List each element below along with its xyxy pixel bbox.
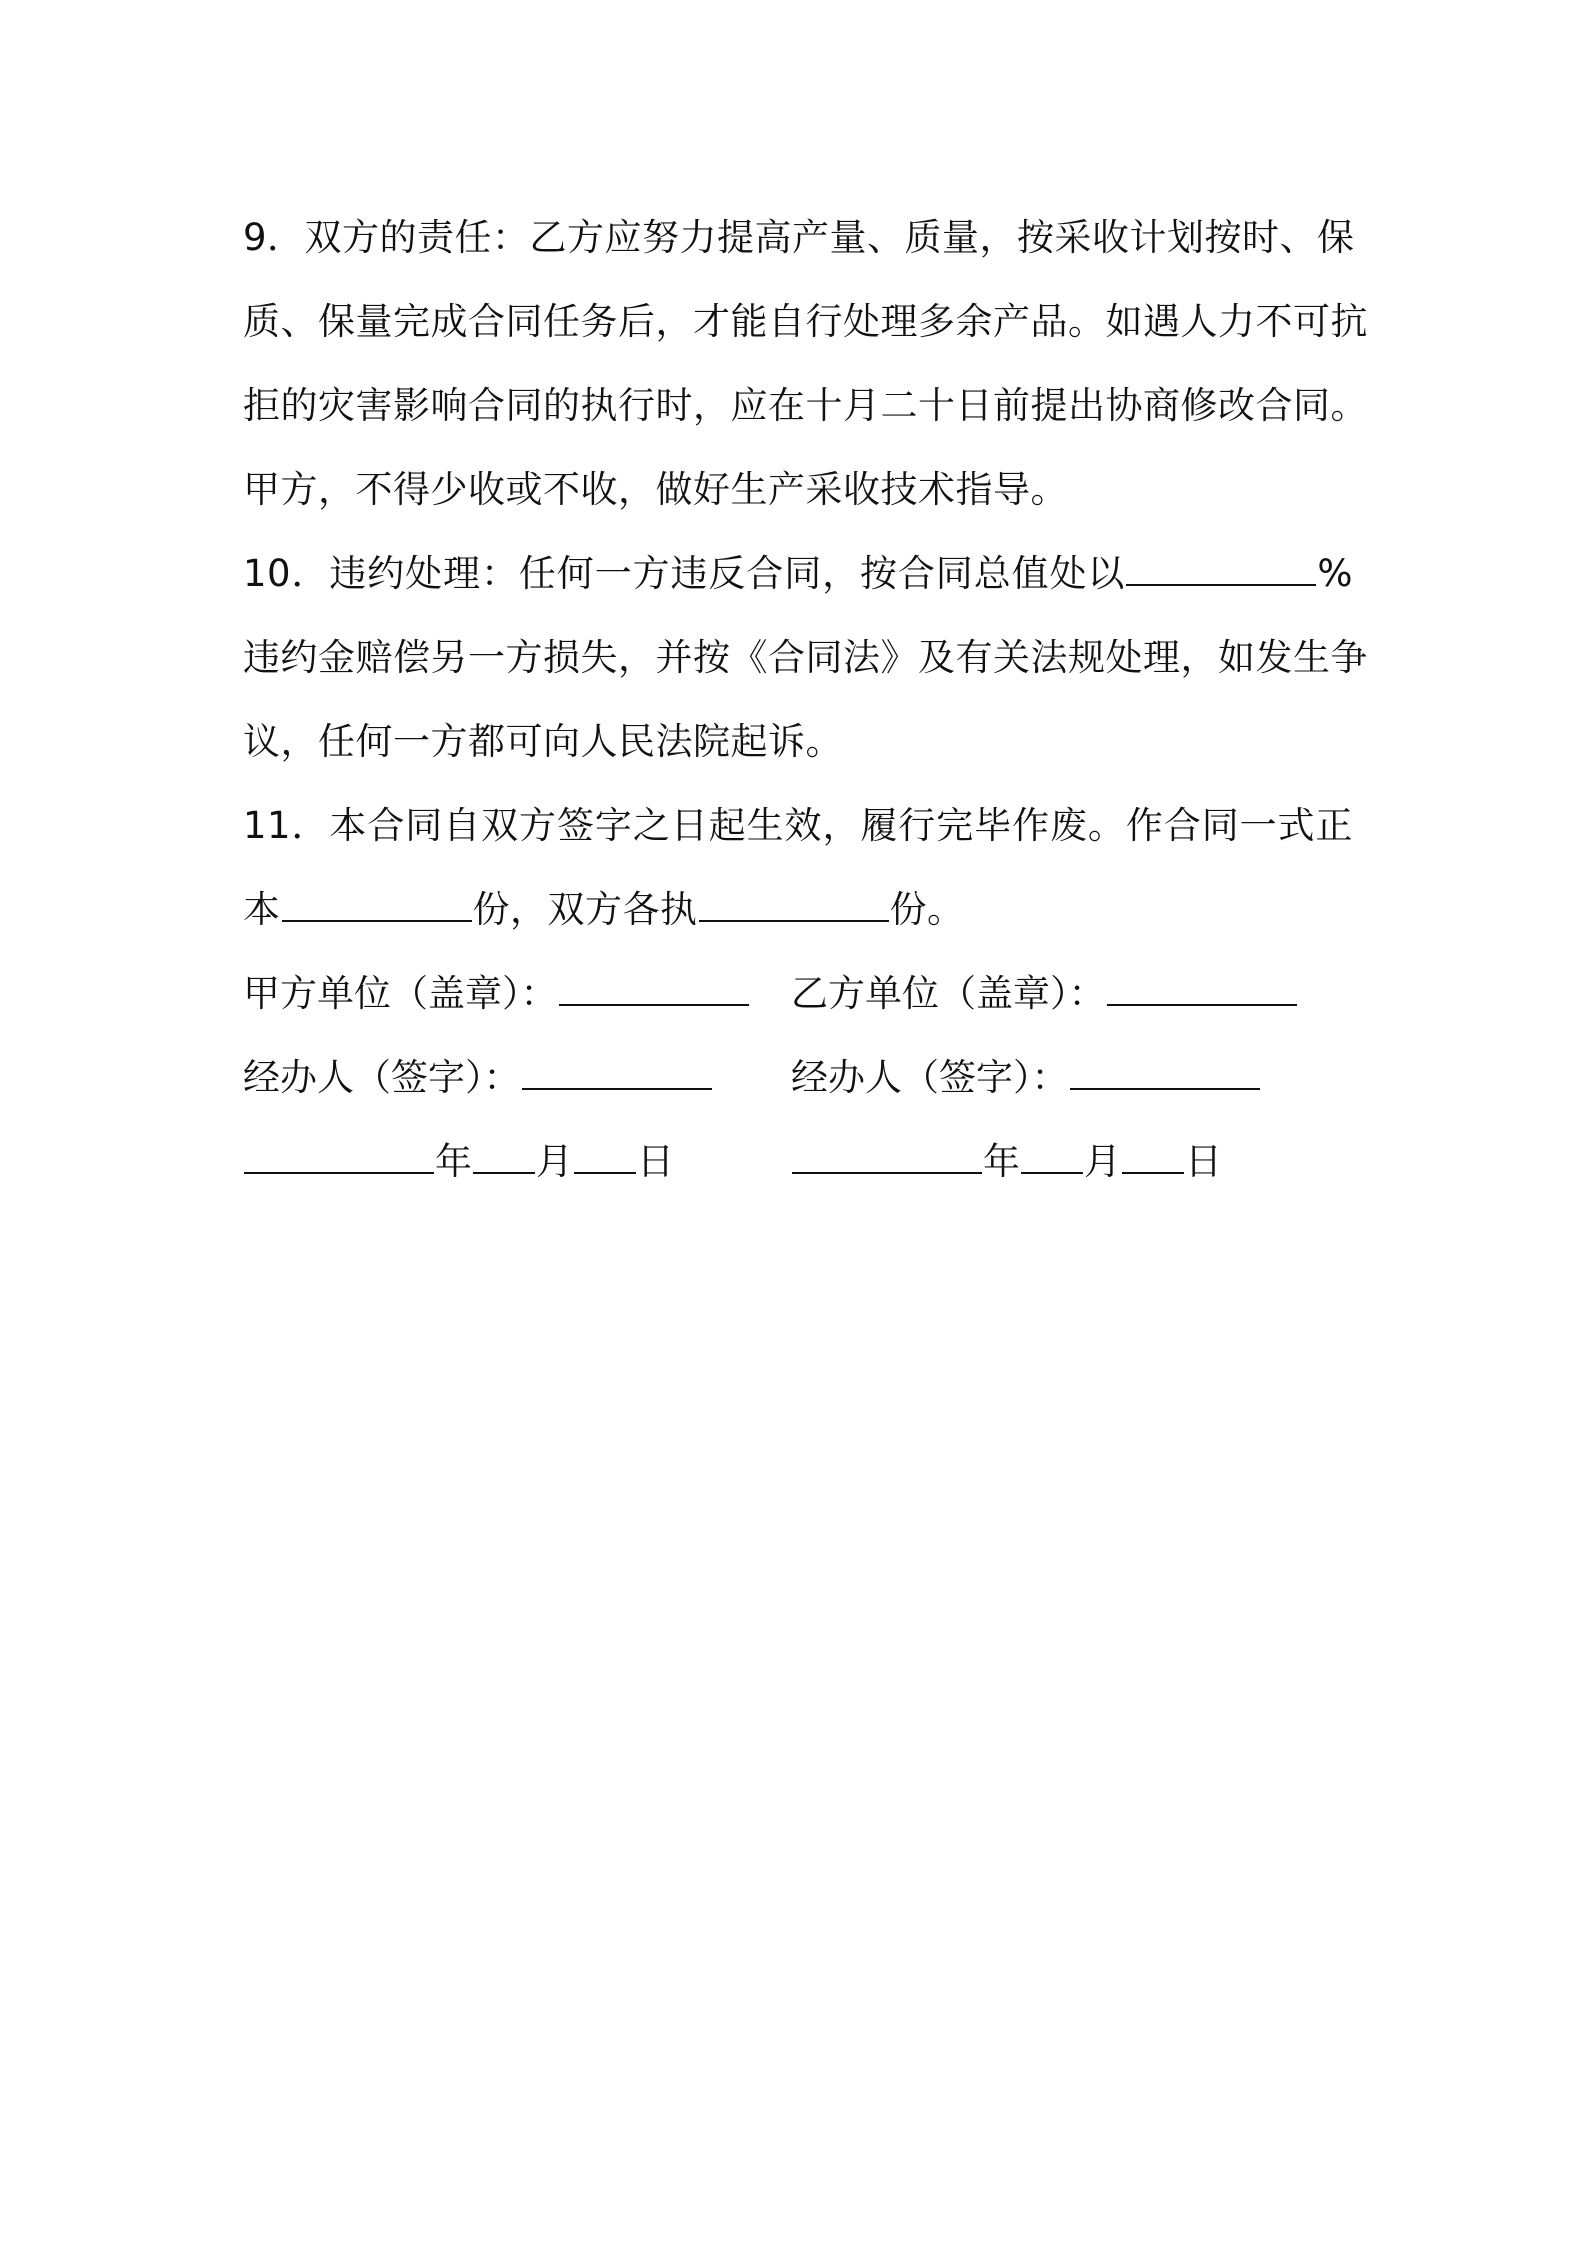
clause-11-mid: 份，双方各执 xyxy=(472,888,698,931)
date-b-day-blank[interactable] xyxy=(1122,1142,1184,1174)
date-b-month-label: 月 xyxy=(1084,1140,1121,1183)
party-a-unit-label: 甲方单位（盖章）： xyxy=(243,972,558,1015)
party-a-unit-blank[interactable] xyxy=(559,974,749,1006)
agent-b xyxy=(791,1036,1261,1120)
date-a-month-blank[interactable] xyxy=(473,1142,535,1174)
date-a-month-label: 月 xyxy=(536,1140,573,1183)
signature-row-agent xyxy=(243,1036,1353,1120)
date-b xyxy=(791,1120,1222,1204)
clause-10-line-1-text: 10．违约处理：任何一方违反合同，按合同总值处以 xyxy=(243,552,1126,595)
date-a-year-label: 年 xyxy=(435,1140,472,1183)
clause-9-line-3: 拒的灾害影响合同的执行时，应在十月二十日前提出协商修改合同。 xyxy=(243,384,1368,427)
clause-11-line-2 xyxy=(243,868,1353,952)
clause-10-line-3: 议，任何一方都可向人民法院起诉。 xyxy=(243,720,843,763)
clause-9-line-2: 质、保量完成合同任务后，才能自行处理多余产品。如遇人力不可抗 xyxy=(243,300,1368,343)
agent-b-label: 经办人（签字）： xyxy=(791,1056,1069,1099)
party-b-unit-label: 乙方单位（盖章）： xyxy=(791,972,1106,1015)
clause-10-line-1 xyxy=(243,532,1353,616)
clause-10-line-2: 违约金赔偿另一方损失，并按《合同法》及有关法规处理，如发生争 xyxy=(243,636,1368,679)
percent-sign: % xyxy=(1317,552,1353,595)
signature-row-date xyxy=(243,1120,1353,1204)
agent-a-blank[interactable] xyxy=(522,1058,712,1090)
copies-each-blank[interactable] xyxy=(699,890,889,922)
signature-row-unit xyxy=(243,952,1353,1036)
party-a-unit xyxy=(243,952,750,1036)
agent-a-label: 经办人（签字）： xyxy=(243,1056,521,1099)
clause-11-line-1: 11．本合同自双方签字之日起生效，履行完毕作废。作合同一式正 xyxy=(243,804,1353,847)
date-a-day-blank[interactable] xyxy=(574,1142,636,1174)
clause-11-prefix: 本 xyxy=(243,888,281,931)
date-b-year-blank[interactable] xyxy=(792,1142,982,1174)
agent-b-blank[interactable] xyxy=(1070,1058,1260,1090)
date-a xyxy=(243,1120,674,1204)
clause-11-suffix: 份。 xyxy=(889,888,965,931)
party-b-unit-blank[interactable] xyxy=(1107,974,1297,1006)
clause-9-line-1: 9．双方的责任：乙方应努力提高产量、质量，按采收计划按时、保 xyxy=(243,216,1355,259)
date-b-day-label: 日 xyxy=(1185,1140,1222,1183)
party-b-unit xyxy=(791,952,1298,1036)
contract-body xyxy=(243,196,1368,1204)
penalty-percent-blank[interactable] xyxy=(1126,554,1316,586)
copies-total-blank[interactable] xyxy=(282,890,472,922)
date-b-year-label: 年 xyxy=(983,1140,1020,1183)
date-a-year-blank[interactable] xyxy=(244,1142,434,1174)
clause-9-line-4: 甲方，不得少收或不收，做好生产采收技术指导。 xyxy=(243,468,1068,511)
agent-a xyxy=(243,1036,713,1120)
date-b-month-blank[interactable] xyxy=(1021,1142,1083,1174)
date-a-day-label: 日 xyxy=(637,1140,674,1183)
